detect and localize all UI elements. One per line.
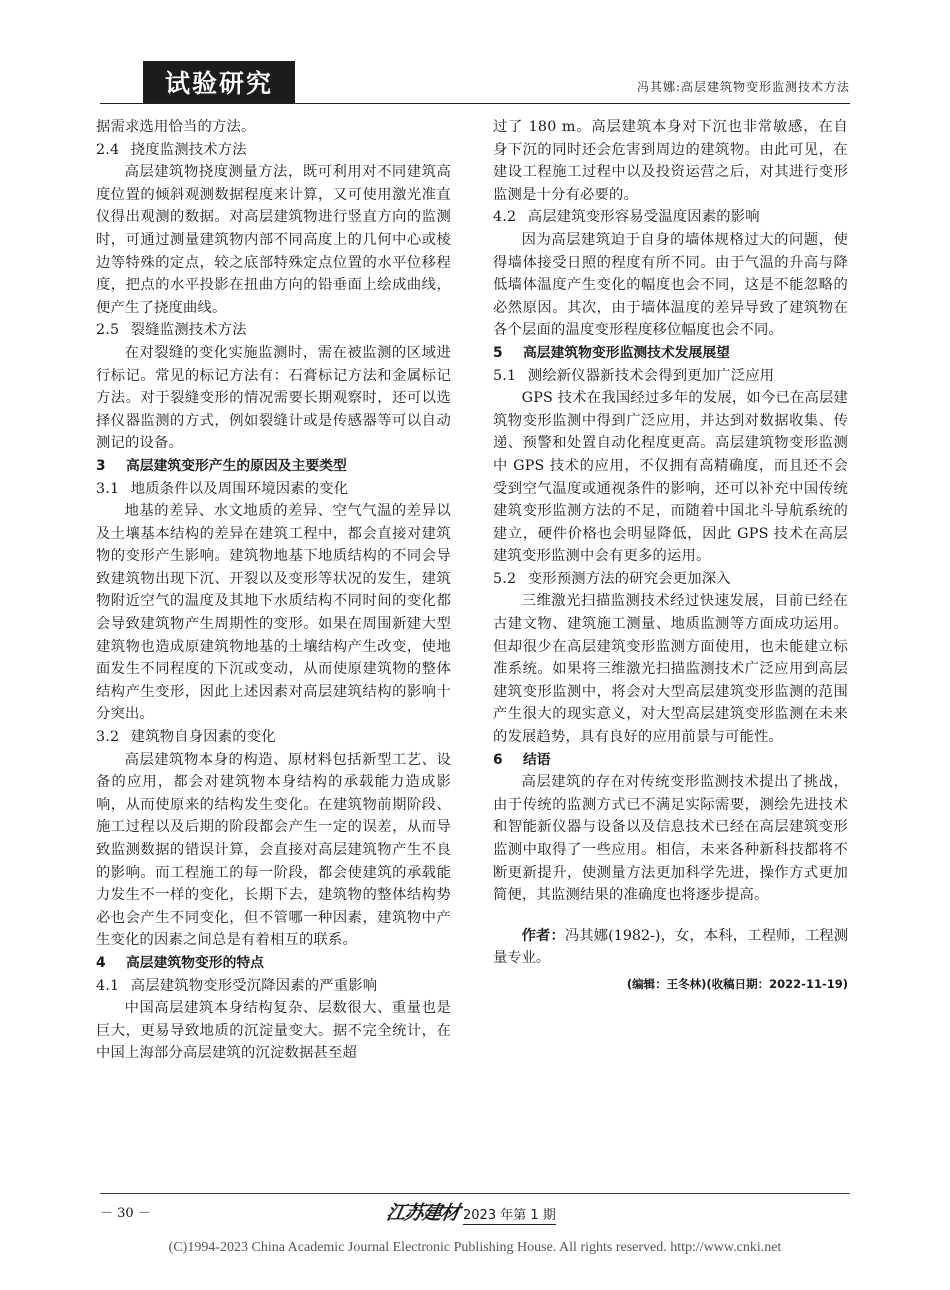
paragraph: 三维激光扫描监测技术经过快速发展，目前已经在古建文物、建筑施工测量、地质监测等方面成功运用。但却很少在高层建筑变形监测方面使用，也未能建立标准系统。如果将三维激光扫描监测技术广泛应用到高层建筑变形监测中，将会对大型高层建筑变形监测的范围产生很大的现实意义，对大型高层建筑变形监测在未来的发展趋势，具有良好的应用前景与可能性。: [493, 593, 848, 746]
heading-number: 3.1: [96, 480, 120, 497]
section-heading: [493, 749, 848, 772]
author-label: 作者：: [521, 927, 565, 944]
author-text: 冯其娜(1982-)，女，本科，工程师，工程测量专业。: [493, 927, 849, 967]
editor-note: (编辑：王冬林)(收稿日期：2022-11-19): [626, 976, 848, 991]
header-rule: [100, 103, 850, 104]
heading-number: 2.4: [96, 141, 120, 158]
heading-number: 4.1: [96, 977, 120, 994]
subsection-heading: [96, 975, 451, 998]
heading-title: 建筑物自身因素的变化: [130, 729, 276, 746]
section-heading: [493, 342, 848, 365]
heading-number: 3: [96, 457, 106, 474]
copyright-line: (C)1994-2023 China Academic Journal Electronic Publishing House. All rights reserved. http://www.cnki.net: [168, 1240, 782, 1255]
subsection-heading: [96, 139, 451, 162]
heading-title: 高层建筑物变形的特点: [126, 954, 264, 971]
section-heading: [96, 952, 451, 975]
running-title: 冯其娜:高层建筑物变形监测技术方法: [636, 80, 850, 94]
subsection-heading: [493, 365, 848, 388]
paragraph: GPS 技术在我国经过多年的发展，如今已在高层建筑物变形监测中得到广泛应用，并达到对数据收集、传递、预警和处置自动化程度更高。高层建筑物变形监测中 GPS 技术的应用，不仅拥有高精确度，而且还不会受到空气温度或通视条件的影响，还可以补充中国传统建筑变形监测方法的不足，而随着中国北斗导航系统的建立，硬件价格也会明显降低，因此 GPS 技术在高层建筑变形监测中会有更多的运用。: [493, 390, 848, 565]
heading-title: 裂缝监测技术方法: [130, 322, 247, 339]
footer-rule: [100, 1193, 850, 1194]
paragraph: 据需求选用恰当的方法。: [96, 119, 256, 135]
paragraph: 高层建筑物挠度测量方法，既可利用对不同建筑高度位置的倾斜观测数据程度来计算，又可使用激光准直仪得出观测的数据。对高层建筑物进行竖直方向的监测时，可通过测量建筑物内部不同高度上的几何中心或棱边等特殊的定点，较之底部特殊定点位置的水平位移程度，把点的水平投影在扭曲方向的铅垂面上绘成曲线，便产生了挠度曲线。: [96, 164, 451, 316]
paragraph: 中国高层建筑本身结构复杂、层数很大、重量也是巨大，更易导致地质的沉淀量变大。据不完全统计，在中国上海部分高层建筑的沉淀数据甚至超: [96, 1000, 451, 1062]
heading-title: 地质条件以及周围环境因素的变化: [130, 480, 349, 497]
subsection-heading: [493, 206, 848, 229]
subsection-heading: [96, 319, 451, 342]
subsection-heading: [96, 478, 451, 501]
heading-title: 高层建筑物变形受沉降因素的严重影响: [130, 977, 378, 994]
issue-label: 2023 年第 1 期: [463, 1204, 556, 1225]
heading-number: 6: [493, 751, 503, 768]
heading-number: 5.1: [493, 367, 517, 384]
paragraph: 高层建筑的存在对传统变形监测技术提出了挑战，由于传统的监测方式已不满足实际需要，测绘先进技术和智能新仪器与设备以及信息技术已经在高层建筑变形监测中取得了一些应用。相信，未来各种新科技都将不断更新提升，使测量方法更加科学先进，操作方式更加简便，其监测结果的准确度也将逐步提高。: [493, 774, 848, 904]
journal-footer: [384, 1198, 556, 1225]
subsection-heading: [96, 726, 451, 749]
heading-title: 高层建筑变形产生的原因及主要类型: [126, 457, 347, 474]
heading-title: 挠度监测技术方法: [130, 141, 247, 158]
heading-title: 高层建筑物变形监测技术发展展望: [523, 344, 730, 361]
author-note: [493, 925, 848, 970]
heading-number: 5: [493, 344, 503, 361]
section-heading: [96, 455, 451, 478]
paragraph: 高层建筑物本身的构造、原材料包括新型工艺、设备的应用，都会对建筑物本身结构的承载能力造成影响，从而使原来的结构发生变化。在建筑物前期阶段、施工过程以及后期的阶段都会产生一定的误差，从而导致监测数据的错误计算，会直接对高层建筑物产生不良的影响。而工程施工的每一阶段，都会使建筑的承载能力发生不一样的变化，长期下去，建筑物的整体结构势必也会产生不同变化，但不管哪一种因素，建筑物中产生变化的因素之间总是有着相互的联系。: [96, 751, 451, 949]
page-number: － 30 －: [100, 1206, 151, 1221]
heading-title: 结语: [523, 751, 551, 768]
paragraph: 地基的差异、水文地质的差异、空气气温的差异以及土壤基本结构的差异在建筑工程中，都会直接对建筑物的变形产生影响。建筑物地基下地质结构的不同会导致建筑物出现下沉、开裂以及变形等状况的发生，建筑物附近空气的温度及其地下水质结构不同时间的变化都会导致建筑物产生周期性的变形。如果在周围新建大型建筑物也造成原建筑物地基的土壤结构产生改变，使地面发生不同程度的下沉或变动，从而使原建筑物的整体结构产生变形，因此上述因素对高层建筑结构的影响十分突出。: [96, 503, 451, 723]
heading-number: 5.2: [493, 570, 517, 587]
heading-number: 4.2: [493, 209, 517, 226]
left-column: [96, 116, 451, 1065]
heading-title: 变形预测方法的研究会更加深入: [527, 570, 731, 587]
paragraph: 在对裂缝的变化实施监测时，需在被监测的区域进行标记。常见的标记方法有：石膏标记方法和金属标记方法。对于裂缝变形的情况需要长期观察时，还可以选择仪器监测的方式，例如裂缝计或是传感器等可以自动测记的设备。: [96, 344, 451, 452]
subsection-heading: [493, 568, 848, 591]
paragraph: 过了 180 m。高层建筑本身对下沉也非常敏感，在自身下沉的同时还会危害到周边的建筑物。由此可见，在建设工程施工过程中以及投资运营之后，对其进行变形监测是十分有必要的。: [493, 119, 848, 203]
paragraph: 因为高层建筑迫于自身的墙体规格过大的问题，使得墙体接受日照的程度有所不同。由于气温的升高与降低墙体温度产生变化的幅度也会不同，这是不能忽略的必然原因。其次，由于墙体温度的差异导致了建筑物在各个层面的温度变形程度移位幅度也会不同。: [493, 231, 848, 339]
heading-title: 高层建筑变形容易受温度因素的影响: [527, 209, 760, 226]
journal-logo: 江苏建材: [384, 1202, 461, 1224]
heading-title: 测绘新仪器新技术会得到更加广泛应用: [527, 367, 775, 384]
section-label: 试验研究: [143, 61, 295, 103]
heading-number: 3.2: [96, 729, 120, 746]
right-column: [493, 116, 848, 992]
heading-number: 2.5: [96, 322, 120, 339]
heading-number: 4: [96, 954, 106, 971]
